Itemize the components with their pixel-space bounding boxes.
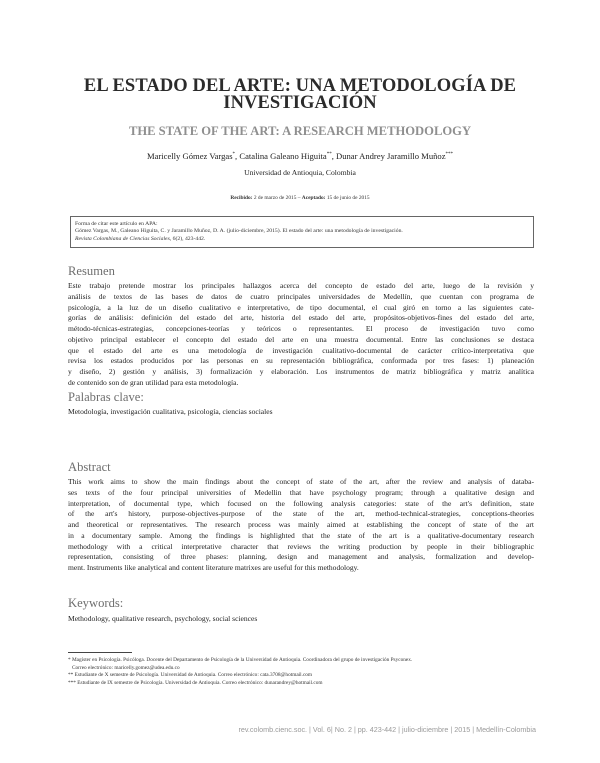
author-name: Dunar Andrey Jaramillo Muñoz <box>335 151 446 161</box>
resumen-line: objetivo principal establecer el concepto del estado del arte en una muestra documental. Entre las conclusiones se destaca <box>68 334 534 344</box>
title-line: EL ESTADO DEL ARTE: UNA METODOLOGÍA DE <box>83 76 517 96</box>
palabras-clave-text <box>68 407 534 418</box>
page-footer: rev.colomb.cienc.soc. | Vol. 6| No. 2 | pp. 423-442 | julio-diciembre | 2015 | Medellín-Colombia <box>238 725 536 734</box>
keywords-line: Methodology, qualitative research, psychology, social sciences <box>68 614 258 623</box>
author-footnote-mark: * <box>232 152 236 158</box>
author-name: Maricelly Gómez Vargas <box>146 151 233 161</box>
abstract-line: ment. Instruments like analytical and content literature matrixes are useful for this methodology. <box>68 563 359 572</box>
footnote: ** Estudiante de X semestre de Psicología. Universidad de Antioquia. Correo electrónico: cata.3708@hotmail.com <box>68 672 313 679</box>
footnote: *** Estudiante de IX semestre de Psicología. Universidad de Antioquia. Correo electrónico: dunarandrey@hotmail.com <box>68 679 323 686</box>
citation-journal-line <box>75 236 529 243</box>
abstract-line: representation, consisting of three phases: planning, design and management and analysis, formalization and develop- <box>68 552 534 562</box>
footnotes <box>68 657 534 687</box>
footnote: Correo electrónico: maricelly.gomez@udea.edu.co <box>72 664 180 671</box>
page-title <box>40 78 560 112</box>
palabras-clave-heading: Palabras clave: <box>68 390 144 404</box>
keywords-text <box>68 614 534 625</box>
abstract-line: of the art's history, purpose-objectives-purpose of the state of the art, method-technical-strategies, conceptions-theories <box>68 509 534 519</box>
resumen-line: que el estado del arte es una metodología de investigación cualitativo-documental de carácter crítico-interpretativa que <box>68 345 534 355</box>
citation-box <box>70 216 534 248</box>
resumen-line: gorías de análisis: definición del estado del arte, historia del estado del arte, propósitos-objetivos-fines del estado del arte, <box>68 313 534 323</box>
footnote: * Magíster en Psicología. Psicóloga. Docente del Departamento de Psicología de la Universidad de Antioquia. Coordinadora del grupo de investigación Psyconex. <box>68 657 413 663</box>
keywords-heading: Keywords: <box>68 596 124 610</box>
resumen-line: revisa los estados producidos por las personas en su representación bibliográfica, conformada por tres fases: 1) planeación <box>68 356 534 366</box>
author-footnote-mark: *** <box>445 152 454 158</box>
title-line: INVESTIGACIÓN <box>223 93 377 113</box>
abstract-line: methodology with a critical interpretative character that reviews the writing production by people in their bibliographic <box>68 541 534 551</box>
citation-volume: 6(2), 423-442. <box>172 235 206 242</box>
resumen-line: de contenido son de gran utilidad para esta metodología. <box>68 377 239 387</box>
abstract-line: and theoretical or representatives. The research process was mainly aimed at establishing the concept of state of the art <box>68 520 534 529</box>
affiliation: Universidad de Antioquia, Colombia <box>244 168 356 177</box>
dates-line: Recibido: 2 de marzo de 2015 – Aceptado: 15 de junio de 2015 <box>230 195 370 201</box>
citation-text: Gómez Vargas, M., Galeano Higuita, C. y Jaramillo Muñoz, D. A. (julio-diciembre, 2015). El estado del arte: una metodología de investigación. <box>75 228 403 235</box>
english-title: THE STATE OF THE ART: A RESEARCH METHODOLOGY <box>128 124 472 138</box>
abstract-line: interpretation, of documental type, which focused on the following analysis categories: state of the art's definition, state <box>68 498 534 508</box>
abstract-line: in a documentary sample. Among the findings is highlighted that the state of the art is a qualitative-documentary research <box>68 530 534 540</box>
resumen-line: psicología, a la luz de un diseño cualitativo e interpretativo, de tipo documental, el cual giró en torno a las siguientes cate- <box>68 302 534 312</box>
citation-heading: Forma de citar este artículo en APA: <box>75 221 158 227</box>
resumen-line: método-técnicas-estrategias, concepciones-teorías y teóricos o representantes. El proceso de investigación tuvo como <box>68 324 534 333</box>
accepted-date: 15 de junio de 2015 <box>326 195 370 201</box>
citation-journal: Revista Colombiana de Ciencias Sociales, <box>75 235 172 242</box>
author-list: Maricelly Gómez Vargas*, Catalina Galeano Higuita**, Dunar Andrey Jaramillo Muñoz*** <box>146 151 454 161</box>
abstract-heading: Abstract <box>68 460 111 474</box>
author-footnote-mark: ** <box>326 152 332 158</box>
resumen-heading: Resumen <box>68 264 115 278</box>
resumen-body <box>68 281 534 389</box>
abstract-line: This work aims to show the main findings about the concept of state of the art, after the review and analysis of databa- <box>68 477 534 486</box>
resumen-line: análisis de textos de las bases de datos de cuatro principales universidades de Medellín, que cuentan con programa de <box>68 291 534 301</box>
abstract-line: ses texts of the four principal universities of Medellin that have psychology program; through a qualitative design and <box>68 487 534 497</box>
accepted-label: Aceptado: <box>301 195 326 201</box>
abstract-body <box>68 477 534 574</box>
received-label: Recibido: <box>230 195 253 201</box>
received-date: 2 de marzo de 2015 <box>253 195 297 201</box>
footnote-divider <box>68 652 132 653</box>
resumen-line: Este trabajo pretende mostrar los principales hallazgos acerca del concepto de estado del arte, luego de la revisión y <box>68 281 534 290</box>
author-name: Catalina Galeano Higuita <box>239 151 327 161</box>
palabras-clave-line: Metodología, investigación cualitativa, psicología, ciencias sociales <box>68 407 273 416</box>
resumen-line: y diseño, 2) gestión y análisis, 3) formalización y elaboración. Los instrumentos de matriz bibliográfica y matriz analítica <box>68 367 534 376</box>
